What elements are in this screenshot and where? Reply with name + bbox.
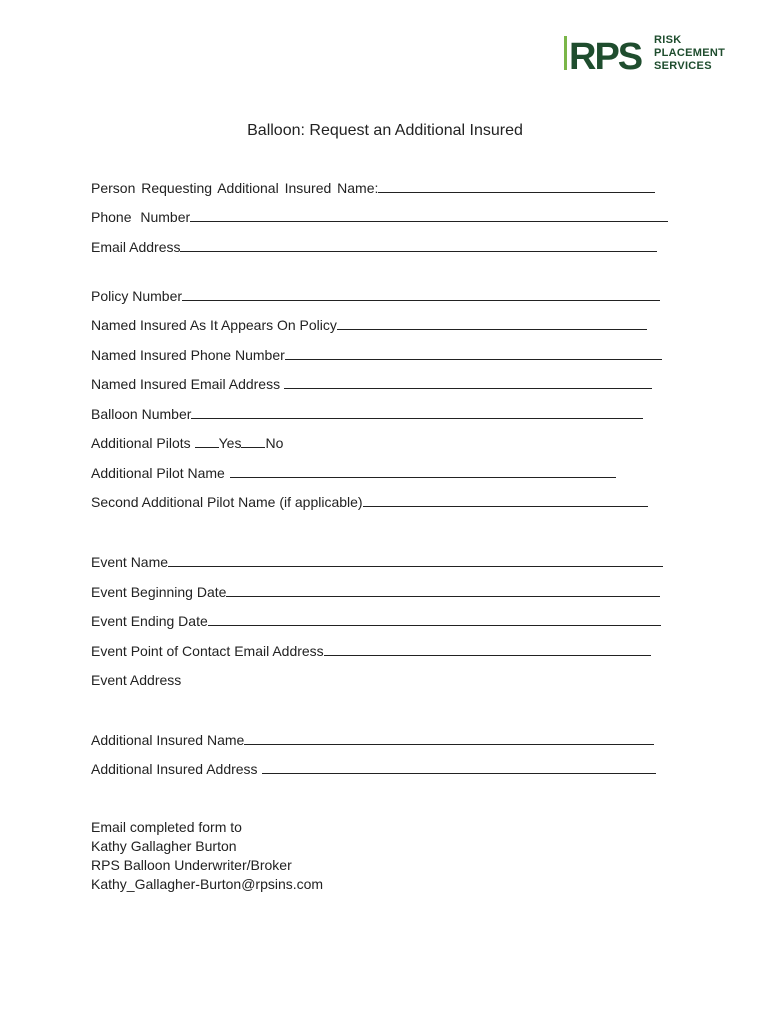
logo-line-placement: PLACEMENT (654, 47, 726, 59)
policy-number-field[interactable] (182, 286, 660, 301)
named-email-label: Named Insured Email Address (91, 376, 281, 392)
second-pilot-row (91, 490, 648, 510)
ai-address-row (91, 757, 656, 777)
requester-name-label: Person Requesting Additional Insured Name: (91, 180, 379, 196)
contact-footer (91, 818, 323, 894)
page-title: Balloon: Request an Additional Insured (247, 122, 523, 139)
footer-contact-title: RPS Balloon Underwriter/Broker (91, 857, 292, 873)
event-contact-row (91, 639, 651, 659)
event-begin-row (91, 580, 660, 600)
second-pilot-field[interactable] (363, 492, 648, 507)
pilots-yes-blank[interactable] (195, 433, 219, 448)
event-end-label: Event Ending Date (91, 613, 208, 629)
logo-wordmark (654, 34, 725, 73)
ai-name-row (91, 728, 654, 748)
pilots-yes-label: Yes (218, 435, 242, 451)
email-field[interactable] (180, 237, 657, 252)
event-contact-label: Event Point of Contact Email Address (91, 643, 324, 659)
ai-name-label: Additional Insured Name (91, 732, 245, 748)
email-label: Email Address (91, 239, 181, 255)
svg-text:RPS: RPS (569, 36, 642, 76)
named-insured-field[interactable] (337, 315, 647, 330)
phone-label: Phone Number (91, 209, 191, 225)
named-phone-field[interactable] (285, 345, 662, 360)
named-insured-label: Named Insured As It Appears On Policy (91, 317, 337, 333)
pilots-no-label: No (265, 435, 284, 451)
ai-address-field[interactable] (262, 759, 656, 774)
logo-line-services: SERVICES (654, 60, 712, 72)
logo-line-risk: RISK (654, 34, 682, 46)
pilots-no-blank[interactable] (241, 433, 265, 448)
event-name-row (91, 550, 663, 570)
event-address-row (91, 668, 181, 688)
additional-pilots-row (91, 431, 283, 451)
event-contact-field[interactable] (324, 641, 651, 656)
event-name-label: Event Name (91, 554, 169, 570)
phone-field[interactable] (190, 207, 668, 222)
event-end-row (91, 609, 661, 629)
footer-contact-name: Kathy Gallagher Burton (91, 838, 237, 854)
event-end-field[interactable] (208, 611, 661, 626)
event-begin-label: Event Beginning Date (91, 584, 227, 600)
pilot-name-field[interactable] (230, 463, 616, 478)
ai-name-field[interactable] (244, 730, 654, 745)
rps-logo-mark (560, 30, 650, 76)
ai-address-label: Additional Insured Address (91, 761, 258, 777)
named-email-field[interactable] (284, 374, 652, 389)
named-phone-label: Named Insured Phone Number (91, 347, 285, 363)
named-phone-row (91, 343, 662, 363)
balloon-number-label: Balloon Number (91, 406, 192, 422)
requester-name-field[interactable] (378, 178, 655, 193)
event-name-field[interactable] (168, 552, 663, 567)
named-insured-row (91, 313, 647, 333)
additional-pilots-label: Additional Pilots (91, 435, 191, 451)
balloon-number-row (91, 402, 643, 422)
second-pilot-label: Second Additional Pilot Name (if applicable) (91, 494, 363, 510)
phone-row (91, 205, 668, 225)
balloon-number-field[interactable] (191, 404, 643, 419)
requester-name-row (91, 176, 655, 196)
pilot-name-label: Additional Pilot Name (91, 465, 225, 481)
footer-instruction: Email completed form to (91, 819, 242, 835)
company-logo (560, 30, 740, 76)
email-row (91, 235, 657, 255)
event-begin-field[interactable] (226, 582, 660, 597)
pilot-name-row (91, 461, 616, 481)
named-email-row (91, 372, 652, 392)
event-address-label: Event Address (91, 672, 182, 688)
policy-number-row (91, 284, 660, 304)
policy-number-label: Policy Number (91, 288, 183, 304)
footer-contact-email[interactable]: Kathy_Gallagher-Burton@rpsins.com (91, 876, 324, 892)
